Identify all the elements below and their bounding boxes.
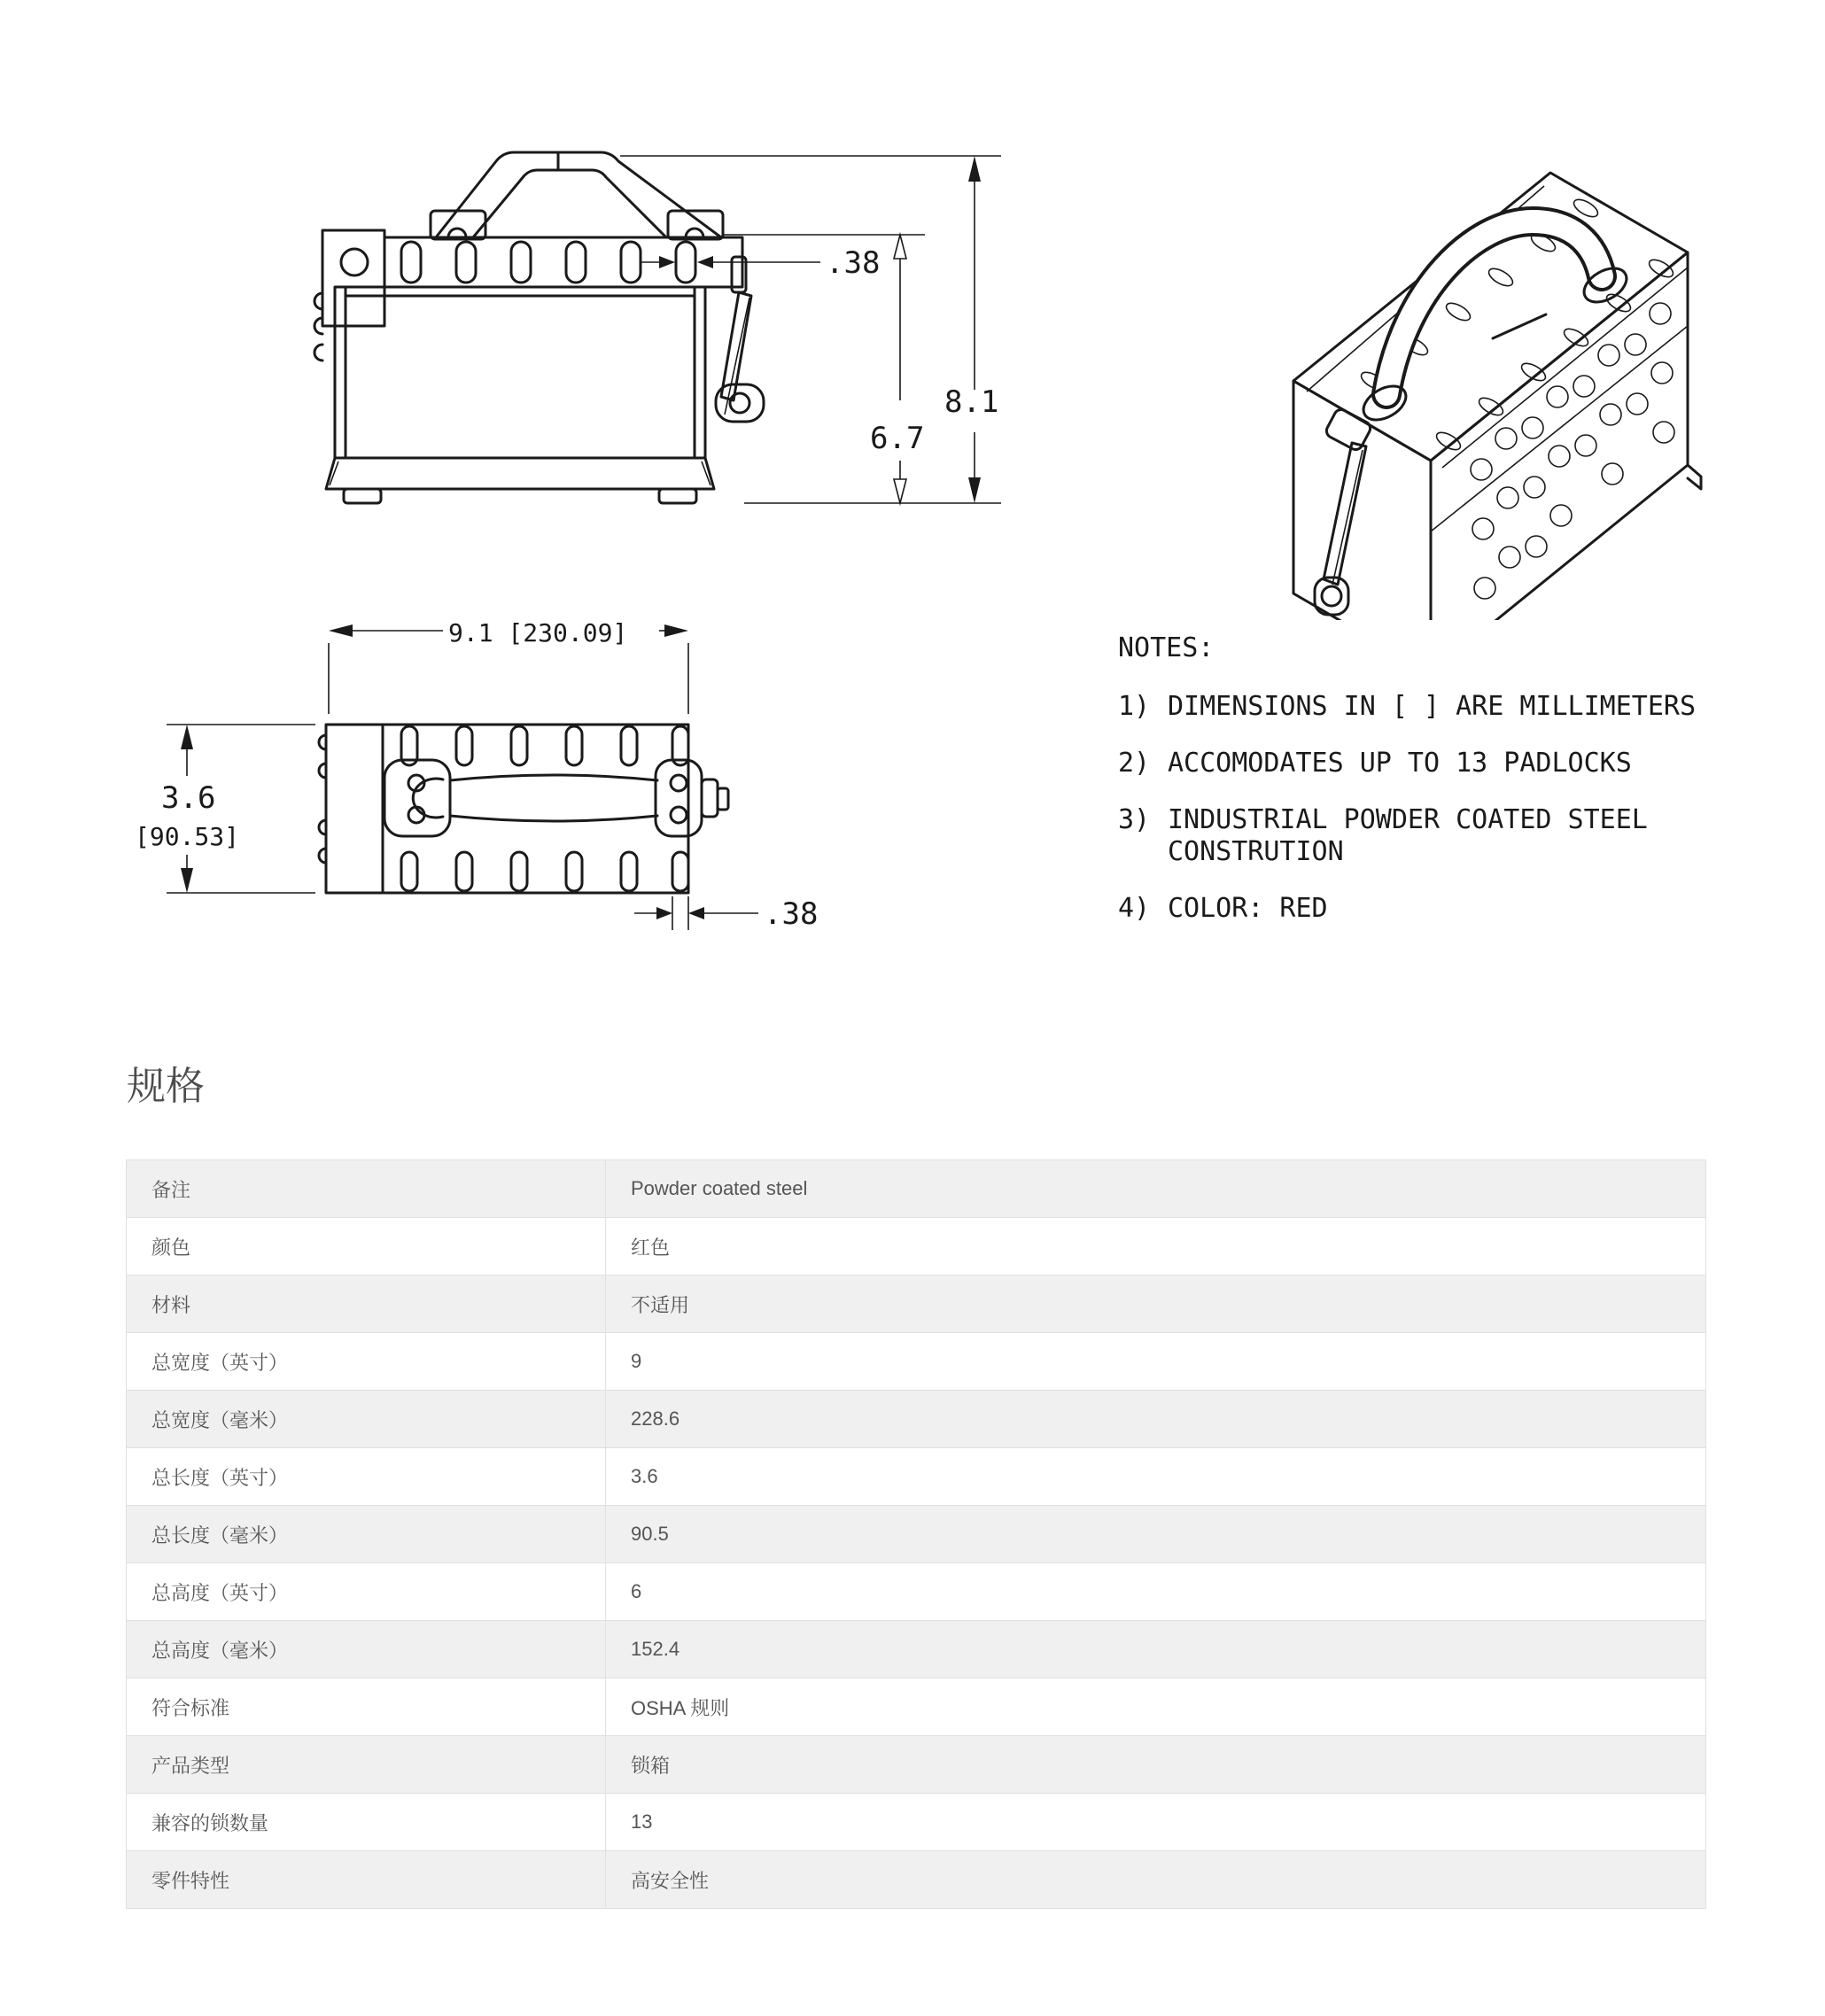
spec-label: 总宽度（英寸） xyxy=(151,1351,289,1374)
spec-value: OSHA 规则 xyxy=(605,1679,1705,1735)
dim-label-total-height: 8.1 xyxy=(944,384,999,420)
spec-value: 不适用 xyxy=(605,1276,1705,1332)
note-number: 2) xyxy=(1118,748,1151,779)
note-text: COLOR: RED xyxy=(1168,893,1328,924)
drawing-notes xyxy=(1118,632,1738,950)
spec-value: 红色 xyxy=(605,1218,1705,1275)
spec-value: 6 xyxy=(605,1563,1705,1620)
dim-label-body-height: 6.7 xyxy=(870,421,925,456)
orthographic-drawing xyxy=(124,142,1019,939)
spec-value: 13 xyxy=(605,1794,1705,1850)
note-text-line2: CONSTRUTION xyxy=(1168,836,1344,867)
spec-label: 颜色 xyxy=(151,1236,191,1259)
padlock-rail-front xyxy=(322,230,742,326)
box-body-front xyxy=(315,287,714,503)
dim-top-depth xyxy=(135,725,315,893)
spec-label: 总长度（英寸） xyxy=(151,1466,289,1489)
table-row xyxy=(127,1679,1705,1736)
box-body-top xyxy=(319,725,688,893)
spec-value: 228.6 xyxy=(605,1391,1705,1447)
table-row xyxy=(127,1276,1705,1333)
spec-label: 符合标准 xyxy=(151,1696,230,1719)
spec-value: 152.4 xyxy=(605,1621,1705,1678)
specs-table xyxy=(126,1159,1706,1909)
note-number: 4) xyxy=(1118,893,1151,924)
dim-label-depth-mm: [90.53] xyxy=(135,822,240,851)
spec-label: 总高度（英寸） xyxy=(151,1581,289,1604)
iso-handle xyxy=(1357,221,1632,427)
spec-value: Powder coated steel xyxy=(605,1160,1705,1217)
note-text: ACCOMODATES UP TO 13 PADLOCKS xyxy=(1168,748,1632,779)
spec-label: 总宽度（毫米） xyxy=(151,1408,289,1431)
table-row xyxy=(127,1448,1705,1506)
spec-label: 兼容的锁数量 xyxy=(151,1811,269,1834)
note-number: 1) xyxy=(1118,691,1151,722)
iso-box xyxy=(1293,173,1701,620)
front-view xyxy=(315,152,1001,503)
note-item-1 xyxy=(1118,691,1738,723)
table-row xyxy=(127,1391,1705,1448)
iso-latch xyxy=(1315,407,1372,615)
note-item-3 xyxy=(1118,804,1738,868)
dim-top-slot-width xyxy=(634,896,818,932)
dim-front-total-height xyxy=(620,156,1001,503)
dim-label-slot-width-front: .38 xyxy=(826,245,881,281)
note-text xyxy=(1168,804,1738,868)
note-number: 3) xyxy=(1118,804,1151,835)
note-item-2 xyxy=(1118,748,1738,779)
spec-value: 3.6 xyxy=(605,1448,1705,1505)
spec-value: 90.5 xyxy=(605,1506,1705,1562)
spec-value: 9 xyxy=(605,1333,1705,1390)
handle-top xyxy=(384,760,728,836)
spec-label: 产品类型 xyxy=(151,1754,230,1777)
spec-label: 零件特性 xyxy=(151,1869,230,1892)
table-row xyxy=(127,1736,1705,1794)
spec-label: 材料 xyxy=(151,1293,191,1316)
isometric-view xyxy=(1240,89,1736,620)
dim-label-width: 9.1 [230.09] xyxy=(448,618,628,647)
top-view xyxy=(135,618,818,932)
note-item-4 xyxy=(1118,893,1738,925)
spec-label: 总高度（毫米） xyxy=(151,1639,289,1662)
latch-front xyxy=(716,257,764,422)
dim-front-body-height xyxy=(723,235,925,503)
table-row xyxy=(127,1563,1705,1621)
spec-label: 备注 xyxy=(151,1178,191,1201)
specs-section-title: 规格 xyxy=(127,1065,205,1108)
table-row xyxy=(127,1160,1705,1218)
notes-title: NOTES: xyxy=(1118,632,1215,663)
handle-front xyxy=(431,152,723,239)
spec-value: 锁箱 xyxy=(605,1736,1705,1793)
dim-label-slot-width-top: .38 xyxy=(764,896,819,932)
table-row xyxy=(127,1851,1705,1909)
table-row xyxy=(127,1218,1705,1276)
dim-label-depth-in: 3.6 xyxy=(161,780,216,816)
spec-label: 总长度（毫米） xyxy=(151,1524,289,1547)
note-text: DIMENSIONS IN [ ] ARE MILLIMETERS xyxy=(1168,691,1697,722)
table-row xyxy=(127,1621,1705,1679)
table-row xyxy=(127,1794,1705,1851)
table-row xyxy=(127,1333,1705,1391)
dim-top-width xyxy=(329,618,688,714)
spec-value: 高安全性 xyxy=(605,1851,1705,1908)
note-text-line1: INDUSTRIAL POWDER COATED STEEL xyxy=(1168,804,1648,835)
table-row xyxy=(127,1506,1705,1563)
